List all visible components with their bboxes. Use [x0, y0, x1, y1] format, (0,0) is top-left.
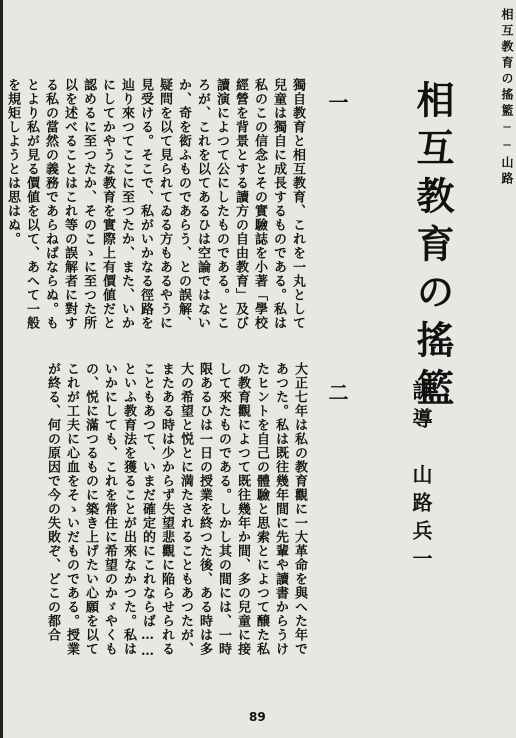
running-header: 相互教育の搖籃──山路 [500, 8, 514, 188]
article-title: 相互教育の搖籃 [410, 80, 455, 416]
section-number-1: 一 [325, 92, 349, 112]
paragraph-section-1: 獨自教育と相互教育、これを一丸として兒童は獨自に成長するものである。私は私のこの信念とその實驗誌を小著「學校經營を背景とする讀方の自由教育」及び讀演によつて公にしたものである。ところが、これを以てあるひは空論ではないか、奇を衒ふものであらう、との誤解、疑問を以て見られてゐる方もあるやうに見受ける。そこで、私がいかなる徑路を辿り來つてここに至つたか、また、いかにしてかやうな教育を實際上有價値だと認めるに至つたか、そのこゝに至つた所以を述べることはこれ等の誤解者に對する私の當然の義務であらねばならぬ。もとより私が見る價値を以て、あへて一般を規矩しようとは思はぬ。 [5, 78, 305, 330]
page-number: 89 [249, 710, 266, 724]
section-number-2: 二 [325, 382, 349, 402]
paragraph-section-2: 大正七年は私の教育觀に一大革命を與へた年であつた。私は既往幾年間に先輩や讀書からうけたヒントを自己の體驗と思索とによつて醸た私の教育觀によつて既往幾年か間、多の兒童に接して來たものである。しかし其の間には、一時限あるひは一日の授業を終つた後、ある時は多大の希望と悦とに満たされることもあつたが、またある時は少からず失望悲觀に陥らせられることもあつて、いまだ確定的にこれならば……といふ教育法を獲ることが出來なかつた。私はいかにしても、これを常住に希望のかゞやくもの、悦に滿つるものに築き上げたい心願を以てこれが工夫に心血をそゝいだものである。授業が終る、何の原因で今の失敗ぞ、どこの都合 [45, 362, 307, 660]
author-byline: 訓導 山路兵一 [409, 380, 433, 576]
